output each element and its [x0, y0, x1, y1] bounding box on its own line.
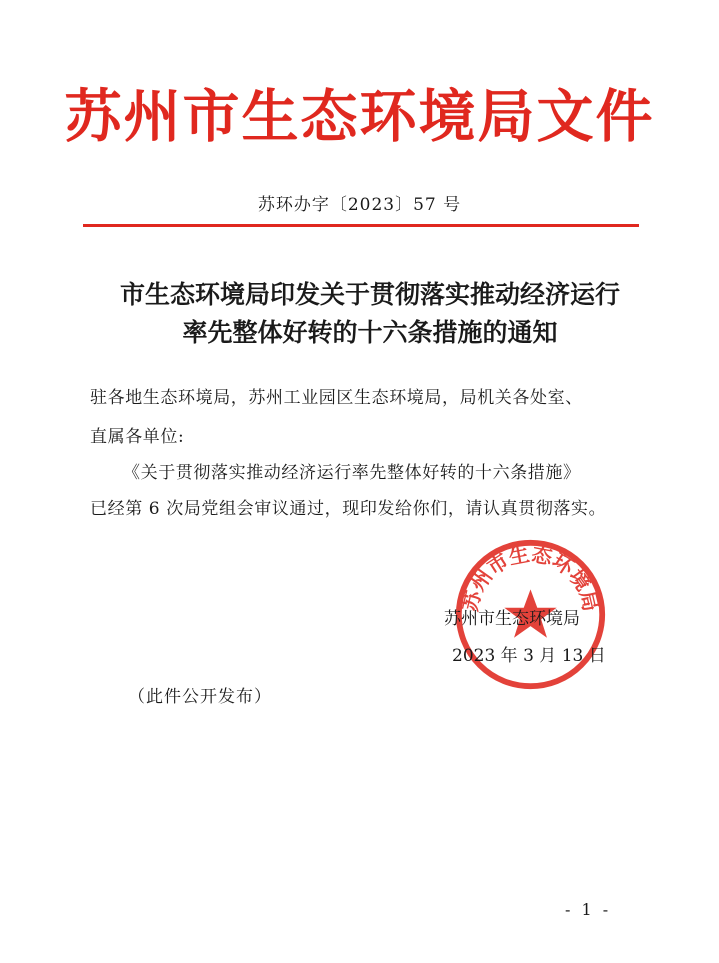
signing-unit: 苏州市生态环境局: [444, 609, 580, 629]
document-title-line-2: 率先整体好转的十六条措施的通知: [182, 318, 558, 347]
document-title: [70, 276, 670, 352]
signing-date: 2023 年 3 月 13 日: [452, 646, 606, 666]
page-number: - 1 -: [565, 900, 612, 919]
addressee-line-2: 直属各单位:: [90, 427, 185, 447]
document-number: 苏环办字〔2023〕57 号: [257, 195, 462, 215]
body-paragraph-line-1: 《关于贯彻落实推动经济运行率先整体好转的十六条措施》: [123, 463, 581, 483]
masthead-title: 苏州市生态环境局文件: [64, 84, 655, 150]
disclosure-note: （此件公开发布）: [128, 687, 272, 707]
document-title-line-1: 市生态环境局印发关于贯彻落实推动经济运行: [119, 280, 620, 309]
body-paragraph-line-2: 已经第 6 次局党组会审议通过，现印发给你们，请认真贯彻落实。: [90, 499, 607, 519]
seal-arc-text: 苏州市生态环境局: [457, 541, 604, 614]
addressee-line-1: 驻各地生态环境局，苏州工业园区生态环境局，局机关各处室、: [90, 388, 583, 408]
red-divider-line: [83, 224, 639, 227]
